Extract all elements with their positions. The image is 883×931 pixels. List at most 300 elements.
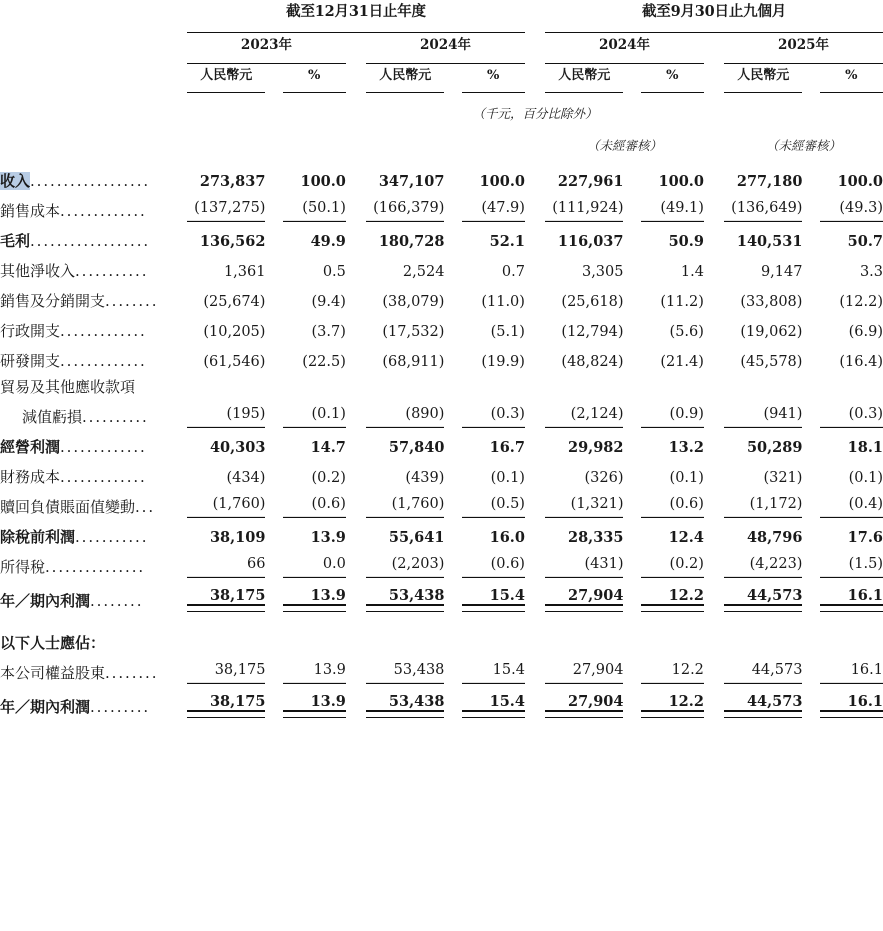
cell-inner-gap-r3-c3 xyxy=(802,252,819,282)
cell-inner-gap-r4-c3 xyxy=(802,282,819,312)
cell-percent-r16-c1: 15.4 xyxy=(462,654,525,684)
cell-amount-r14-c0: 38,175 xyxy=(187,578,265,612)
measure-rule-spacer xyxy=(0,85,187,93)
cell-amount-r1-c2: (111,924) xyxy=(545,192,623,222)
cell-percent-r0-c3: 100.0 xyxy=(837,173,883,190)
cell-inner-gap-r16-c2 xyxy=(623,654,640,684)
row-label-text-14: 年／期內利潤 xyxy=(0,592,91,611)
cell-inner-gap-r17-c2 xyxy=(623,684,640,718)
cell-outer-gap-r8-c1 xyxy=(525,398,545,428)
cell-amount-r7-c0 xyxy=(187,372,265,398)
table-row xyxy=(0,252,883,282)
cell-amount-r7-c2 xyxy=(545,372,623,398)
cell-inner-gap-r2-c0 xyxy=(265,222,282,252)
row-label-text-16: 本公司權益股東 xyxy=(0,664,106,683)
cell-inner-gap-r15-c0 xyxy=(265,612,282,654)
cell-amount-r17-c2: 27,904 xyxy=(545,684,623,718)
group-rule-gap xyxy=(525,24,545,33)
measure-rule-currency-3 xyxy=(724,85,802,93)
cell-inner-gap-r2-c3 xyxy=(802,222,819,252)
cell-amount-r10-c1: (439) xyxy=(405,470,445,486)
cell-percent-r2-c0: 49.9 xyxy=(310,233,346,250)
unaudited-note-period-3: （未經審核） xyxy=(766,138,842,153)
cell-amount-r15-c1 xyxy=(366,612,444,654)
cell-amount-r16-c3: 44,573 xyxy=(724,654,802,684)
cell-amount-r3-c0: 1,361 xyxy=(223,264,266,280)
cell-amount-r9-c1: 57,840 xyxy=(388,439,445,456)
cell-outer-gap-r3-c2 xyxy=(704,252,724,282)
measure-header-percent-1: % xyxy=(487,68,500,83)
table-row xyxy=(0,578,883,612)
cell-percent-r0-c0: 100.0 xyxy=(300,173,346,190)
table-row xyxy=(0,458,883,488)
header-group-rule-row xyxy=(0,24,883,33)
table-row xyxy=(0,684,883,718)
cell-inner-gap-r9-c3 xyxy=(802,428,819,458)
cell-percent-r5-c1: (5.1) xyxy=(490,324,525,340)
cell-percent-r14-c3: 16.1 xyxy=(820,578,883,612)
unaudited-blank-annual xyxy=(187,136,545,162)
column-group-title-interim: 截至9月30日止九個月 xyxy=(641,3,787,20)
cell-percent-r8-c3: (0.3) xyxy=(820,398,883,428)
cell-inner-gap-r14-c3 xyxy=(802,578,819,612)
cell-inner-gap-r0-c0 xyxy=(265,162,282,192)
cell-percent-r4-c1: (11.0) xyxy=(481,294,525,310)
cell-percent-r17-c0: 13.9 xyxy=(283,684,346,718)
row-leader-dots-5: ............. xyxy=(60,322,147,341)
cell-percent-r14-c2: 12.2 xyxy=(641,578,704,612)
cell-amount-r1-c0: (137,275) xyxy=(187,192,265,222)
cell-amount-r2-c0: 136,562 xyxy=(199,233,266,250)
row-leader-dots-16: ........ xyxy=(105,664,159,683)
unaudited-note-period-2: （未經審核） xyxy=(586,138,662,153)
cell-amount-r5-c3: (19,062) xyxy=(740,324,803,340)
cell-outer-gap-r6-c0 xyxy=(346,342,366,372)
cell-percent-r16-c0: 13.9 xyxy=(283,654,346,684)
cell-amount-r3-c1: 2,524 xyxy=(402,264,445,280)
cell-amount-r10-c3: (321) xyxy=(763,470,803,486)
units-note-row xyxy=(0,93,883,136)
cell-inner-gap-r8-c1 xyxy=(444,398,461,428)
year-rule-2 xyxy=(545,56,704,64)
cell-outer-gap-r5-c0 xyxy=(346,312,366,342)
cell-amount-r10-c0: (434) xyxy=(226,470,266,486)
cell-inner-gap-r14-c2 xyxy=(623,578,640,612)
cell-percent-r13-c3: (1.5) xyxy=(820,548,883,578)
measure-outer-gap-1 xyxy=(525,64,545,85)
cell-outer-gap-r15-c0 xyxy=(346,612,366,654)
cell-percent-r16-c3: 16.1 xyxy=(820,654,883,684)
cell-amount-r0-c3: 277,180 xyxy=(736,173,803,190)
row-label-16 xyxy=(0,654,187,684)
measure-outer-gap-0 xyxy=(346,64,366,85)
cell-percent-r9-c0: 14.7 xyxy=(310,439,346,456)
row-label-text-12: 除稅前利潤 xyxy=(0,528,76,547)
cell-inner-gap-r11-c3 xyxy=(802,488,819,518)
cell-percent-r11-c2: (0.6) xyxy=(641,488,704,518)
measure-row-spacer xyxy=(0,64,187,85)
header-measure-row xyxy=(0,64,883,85)
cell-outer-gap-r10-c1 xyxy=(525,458,545,488)
cell-inner-gap-r6-c0 xyxy=(265,342,282,372)
measure-rule-percent-0 xyxy=(283,85,346,93)
cell-percent-r4-c3: (12.2) xyxy=(839,294,883,310)
row-leader-dots-17: ......... xyxy=(90,698,151,717)
cell-inner-gap-r5-c3 xyxy=(802,312,819,342)
table-row xyxy=(0,654,883,684)
cell-percent-r14-c0: 13.9 xyxy=(283,578,346,612)
cell-percent-r2-c3: 50.7 xyxy=(847,233,883,250)
cell-percent-r11-c3: (0.4) xyxy=(820,488,883,518)
row-label-text-1: 銷售成本 xyxy=(0,202,61,221)
cell-percent-r9-c3: 18.1 xyxy=(847,439,883,456)
cell-inner-gap-r7-c1 xyxy=(444,372,461,398)
cell-amount-r13-c1: (2,203) xyxy=(366,548,444,578)
measure-rule-outer-gap-2 xyxy=(704,85,724,93)
cell-inner-gap-r10-c3 xyxy=(802,458,819,488)
cell-amount-r12-c3: 48,796 xyxy=(746,529,803,546)
table-row xyxy=(0,342,883,372)
row-label-10 xyxy=(0,458,187,488)
row-label-text-7: 貿易及其他應收款項 xyxy=(0,378,136,397)
cell-outer-gap-r17-c2 xyxy=(704,684,724,718)
cell-inner-gap-r8-c0 xyxy=(265,398,282,428)
cell-percent-r4-c0: (9.4) xyxy=(311,294,346,310)
year-rule-3 xyxy=(724,56,883,64)
year-rule-gap-0 xyxy=(346,56,366,64)
cell-outer-gap-r16-c2 xyxy=(704,654,724,684)
cell-percent-r13-c2: (0.2) xyxy=(641,548,704,578)
cell-amount-r6-c1: (68,911) xyxy=(382,354,445,370)
cell-inner-gap-r16-c0 xyxy=(265,654,282,684)
cell-outer-gap-r10-c2 xyxy=(704,458,724,488)
cell-outer-gap-r7-c0 xyxy=(346,372,366,398)
row-label-8 xyxy=(0,398,187,428)
cell-percent-r6-c1: (19.9) xyxy=(481,354,525,370)
cell-percent-r15-c0 xyxy=(283,612,346,654)
cell-inner-gap-r17-c0 xyxy=(265,684,282,718)
table-row xyxy=(0,518,883,548)
cell-outer-gap-r0-c1 xyxy=(525,162,545,192)
column-group-title-annual: 截至12月31日止年度 xyxy=(286,3,426,20)
cell-percent-r17-c2: 12.2 xyxy=(641,684,704,718)
cell-inner-gap-r16-c3 xyxy=(802,654,819,684)
cell-amount-r1-c3: (136,649) xyxy=(724,192,802,222)
cell-inner-gap-r5-c1 xyxy=(444,312,461,342)
cell-outer-gap-r9-c1 xyxy=(525,428,545,458)
rule-spacer-label xyxy=(0,24,187,33)
cell-outer-gap-r8-c0 xyxy=(346,398,366,428)
cell-amount-r14-c1: 53,438 xyxy=(366,578,444,612)
cell-amount-r5-c2: (12,794) xyxy=(561,324,624,340)
cell-amount-r16-c1: 53,438 xyxy=(366,654,444,684)
cell-outer-gap-r17-c0 xyxy=(346,684,366,718)
cell-inner-gap-r10-c2 xyxy=(623,458,640,488)
cell-amount-r16-c0: 38,175 xyxy=(187,654,265,684)
cell-percent-r8-c0: (0.1) xyxy=(283,398,346,428)
cell-percent-r10-c3: (0.1) xyxy=(848,470,883,486)
cell-amount-r4-c2: (25,618) xyxy=(561,294,624,310)
cell-percent-r12-c2: 12.4 xyxy=(668,529,704,546)
cell-outer-gap-r15-c2 xyxy=(704,612,724,654)
cell-outer-gap-r10-c0 xyxy=(346,458,366,488)
cell-amount-r5-c0: (10,205) xyxy=(203,324,266,340)
measure-rule-currency-1 xyxy=(366,85,444,93)
cell-inner-gap-r14-c1 xyxy=(444,578,461,612)
row-leader-dots-9: ............. xyxy=(60,438,147,457)
cell-amount-r16-c2: 27,904 xyxy=(545,654,623,684)
cell-outer-gap-r14-c1 xyxy=(525,578,545,612)
cell-outer-gap-r12-c0 xyxy=(346,518,366,548)
cell-percent-r3-c2: 1.4 xyxy=(680,264,704,280)
cell-amount-r2-c2: 116,037 xyxy=(557,233,624,250)
cell-percent-r6-c2: (21.4) xyxy=(660,354,704,370)
cell-percent-r7-c0 xyxy=(283,372,346,398)
units-note: （千元，百分比除外） xyxy=(472,106,598,121)
measure-rule-inner-gap-1 xyxy=(444,85,461,93)
year-rule-gap-2 xyxy=(704,56,724,64)
cell-inner-gap-r0-c3 xyxy=(802,162,819,192)
table-row xyxy=(0,488,883,518)
cell-outer-gap-r1-c1 xyxy=(525,192,545,222)
cell-outer-gap-r3-c1 xyxy=(525,252,545,282)
cell-inner-gap-r3-c0 xyxy=(265,252,282,282)
cell-amount-r3-c2: 3,305 xyxy=(581,264,624,280)
cell-outer-gap-r4-c2 xyxy=(704,282,724,312)
measure-rule-currency-0 xyxy=(187,85,265,93)
cell-inner-gap-r17-c1 xyxy=(444,684,461,718)
cell-outer-gap-r1-c2 xyxy=(704,192,724,222)
group-gap-1 xyxy=(525,0,545,24)
cell-amount-r12-c2: 28,335 xyxy=(567,529,624,546)
cell-amount-r12-c0: 38,109 xyxy=(209,529,266,546)
cell-inner-gap-r12-c3 xyxy=(802,518,819,548)
header-year-rule-row xyxy=(0,56,883,64)
cell-inner-gap-r1-c0 xyxy=(265,192,282,222)
cell-amount-r8-c2: (2,124) xyxy=(545,398,623,428)
cell-outer-gap-r14-c0 xyxy=(346,578,366,612)
cell-amount-r0-c2: 227,961 xyxy=(557,173,624,190)
row-label-12 xyxy=(0,518,187,548)
measure-inner-gap-1 xyxy=(444,64,461,85)
row-leader-dots-13: ............... xyxy=(45,558,146,577)
cell-outer-gap-r12-c1 xyxy=(525,518,545,548)
row-leader-dots-14: ........ xyxy=(90,592,144,611)
cell-amount-r4-c0: (25,674) xyxy=(203,294,266,310)
row-leader-dots-4: ........ xyxy=(105,292,159,311)
cell-outer-gap-r11-c2 xyxy=(704,488,724,518)
cell-percent-r5-c3: (6.9) xyxy=(848,324,883,340)
header-group-row xyxy=(0,0,883,24)
cell-outer-gap-r3-c0 xyxy=(346,252,366,282)
row-label-7 xyxy=(0,372,187,398)
cell-amount-r8-c0: (195) xyxy=(187,398,265,428)
group-rule-interim xyxy=(545,24,883,33)
row-label-9 xyxy=(0,428,187,458)
period-year-2: 2024年 xyxy=(598,37,651,53)
cell-inner-gap-r0-c1 xyxy=(444,162,461,192)
cell-inner-gap-r4-c1 xyxy=(444,282,461,312)
table-row xyxy=(0,192,883,222)
cell-inner-gap-r5-c2 xyxy=(623,312,640,342)
cell-inner-gap-r13-c3 xyxy=(802,548,819,578)
row-label-15 xyxy=(0,612,187,654)
cell-percent-r3-c3: 3.3 xyxy=(859,264,883,280)
cell-amount-r13-c3: (4,223) xyxy=(724,548,802,578)
cell-percent-r5-c0: (3.7) xyxy=(311,324,346,340)
cell-amount-r4-c1: (38,079) xyxy=(382,294,445,310)
cell-percent-r10-c1: (0.1) xyxy=(490,470,525,486)
cell-percent-r2-c1: 52.1 xyxy=(489,233,525,250)
cell-inner-gap-r7-c3 xyxy=(802,372,819,398)
cell-inner-gap-r6-c3 xyxy=(802,342,819,372)
measure-header-percent-2: % xyxy=(666,68,679,83)
cell-outer-gap-r11-c1 xyxy=(525,488,545,518)
table-row xyxy=(0,398,883,428)
cell-inner-gap-r2-c2 xyxy=(623,222,640,252)
cell-amount-r6-c0: (61,546) xyxy=(203,354,266,370)
cell-inner-gap-r0-c2 xyxy=(623,162,640,192)
row-label-text-4: 銷售及分銷開支 xyxy=(0,292,106,311)
cell-amount-r11-c0: (1,760) xyxy=(187,488,265,518)
measure-header-currency-2: 人民幣元 xyxy=(558,68,611,83)
row-label-text-5: 行政開支 xyxy=(0,322,61,341)
cell-outer-gap-r11-c0 xyxy=(346,488,366,518)
unaudited-note-row xyxy=(0,136,883,162)
cell-amount-r17-c1: 53,438 xyxy=(366,684,444,718)
cell-outer-gap-r2-c0 xyxy=(346,222,366,252)
year-row-spacer xyxy=(0,33,187,56)
cell-outer-gap-r5-c2 xyxy=(704,312,724,342)
row-label-2 xyxy=(0,222,187,252)
cell-outer-gap-r15-c1 xyxy=(525,612,545,654)
cell-amount-r8-c1: (890) xyxy=(366,398,444,428)
cell-inner-gap-r13-c2 xyxy=(623,548,640,578)
cell-outer-gap-r9-c0 xyxy=(346,428,366,458)
cell-amount-r7-c3 xyxy=(724,372,802,398)
year-rule-spacer xyxy=(0,56,187,64)
cell-percent-r16-c2: 12.2 xyxy=(641,654,704,684)
row-label-0 xyxy=(0,162,187,192)
table-row xyxy=(0,372,883,398)
cell-percent-r10-c0: (0.2) xyxy=(311,470,346,486)
cell-inner-gap-r9-c0 xyxy=(265,428,282,458)
row-label-6 xyxy=(0,342,187,372)
cell-amount-r13-c2: (431) xyxy=(545,548,623,578)
cell-inner-gap-r9-c1 xyxy=(444,428,461,458)
cell-amount-r15-c3 xyxy=(724,612,802,654)
measure-outer-gap-2 xyxy=(704,64,724,85)
cell-amount-r8-c3: (941) xyxy=(724,398,802,428)
measure-inner-gap-2 xyxy=(623,64,640,85)
period-year-3: 2025年 xyxy=(777,37,830,53)
cell-amount-r14-c3: 44,573 xyxy=(724,578,802,612)
cell-percent-r13-c0: 0.0 xyxy=(283,548,346,578)
cell-amount-r11-c3: (1,172) xyxy=(724,488,802,518)
measure-header-percent-0: % xyxy=(308,68,321,83)
cell-percent-r15-c1 xyxy=(462,612,525,654)
measure-rule-inner-gap-3 xyxy=(802,85,819,93)
cell-percent-r15-c2 xyxy=(641,612,704,654)
cell-percent-r8-c2: (0.9) xyxy=(641,398,704,428)
measure-header-currency-3: 人民幣元 xyxy=(737,68,790,83)
cell-amount-r5-c1: (17,532) xyxy=(382,324,445,340)
cell-inner-gap-r5-c0 xyxy=(265,312,282,342)
cell-percent-r6-c0: (22.5) xyxy=(302,354,346,370)
cell-outer-gap-r1-c0 xyxy=(346,192,366,222)
cell-percent-r13-c1: (0.6) xyxy=(462,548,525,578)
row-label-13 xyxy=(0,548,187,578)
cell-amount-r9-c0: 40,303 xyxy=(209,439,266,456)
row-leader-dots-12: ........... xyxy=(75,528,149,547)
cell-amount-r0-c1: 347,107 xyxy=(378,173,445,190)
cell-inner-gap-r7-c2 xyxy=(623,372,640,398)
cell-percent-r15-c3 xyxy=(820,612,883,654)
cell-percent-r5-c2: (5.6) xyxy=(669,324,704,340)
row-label-text-10: 財務成本 xyxy=(0,468,61,487)
cell-percent-r7-c3 xyxy=(820,372,883,398)
cell-percent-r3-c0: 0.5 xyxy=(322,264,346,280)
year-rule-gap-1 xyxy=(525,56,545,64)
cell-outer-gap-r8-c2 xyxy=(704,398,724,428)
measure-header-percent-3: % xyxy=(845,68,858,83)
row-label-text-0: 收入 xyxy=(0,172,31,191)
row-label-text-17: 年／期內利潤 xyxy=(0,698,91,717)
cell-percent-r1-c1: (47.9) xyxy=(462,192,525,222)
cell-inner-gap-r6-c2 xyxy=(623,342,640,372)
cell-outer-gap-r2-c2 xyxy=(704,222,724,252)
table-row xyxy=(0,312,883,342)
cell-amount-r17-c0: 38,175 xyxy=(187,684,265,718)
cell-percent-r4-c2: (11.2) xyxy=(660,294,704,310)
unaudited-note-gap xyxy=(704,136,724,162)
cell-amount-r9-c2: 29,982 xyxy=(567,439,624,456)
cell-inner-gap-r8-c2 xyxy=(623,398,640,428)
cell-inner-gap-r12-c2 xyxy=(623,518,640,548)
cell-outer-gap-r7-c2 xyxy=(704,372,724,398)
cell-percent-r9-c2: 13.2 xyxy=(668,439,704,456)
table-row xyxy=(0,612,883,654)
cell-amount-r6-c2: (48,824) xyxy=(561,354,624,370)
row-label-14 xyxy=(0,578,187,612)
cell-inner-gap-r1-c3 xyxy=(802,192,819,222)
cell-outer-gap-r9-c2 xyxy=(704,428,724,458)
cell-outer-gap-r13-c2 xyxy=(704,548,724,578)
cell-inner-gap-r3-c2 xyxy=(623,252,640,282)
cell-percent-r12-c0: 13.9 xyxy=(310,529,346,546)
cell-amount-r17-c3: 44,573 xyxy=(724,684,802,718)
cell-amount-r0-c0: 273,837 xyxy=(199,173,266,190)
row-label-text-3: 其他淨收入 xyxy=(0,262,76,281)
cell-outer-gap-r0-c2 xyxy=(704,162,724,192)
measure-rule-inner-gap-0 xyxy=(265,85,282,93)
cell-inner-gap-r4-c0 xyxy=(265,282,282,312)
row-leader-dots-10: ............. xyxy=(60,468,147,487)
year-rule-1 xyxy=(366,56,525,64)
measure-rule-inner-gap-2 xyxy=(623,85,640,93)
cell-outer-gap-r14-c2 xyxy=(704,578,724,612)
cell-percent-r1-c2: (49.1) xyxy=(641,192,704,222)
row-label-5 xyxy=(0,312,187,342)
cell-percent-r0-c2: 100.0 xyxy=(658,173,704,190)
cell-outer-gap-r13-c0 xyxy=(346,548,366,578)
cell-inner-gap-r13-c0 xyxy=(265,548,282,578)
cell-amount-r14-c2: 27,904 xyxy=(545,578,623,612)
cell-percent-r3-c1: 0.7 xyxy=(501,264,525,280)
cell-percent-r7-c2 xyxy=(641,372,704,398)
cell-inner-gap-r10-c0 xyxy=(265,458,282,488)
table-row xyxy=(0,162,883,192)
